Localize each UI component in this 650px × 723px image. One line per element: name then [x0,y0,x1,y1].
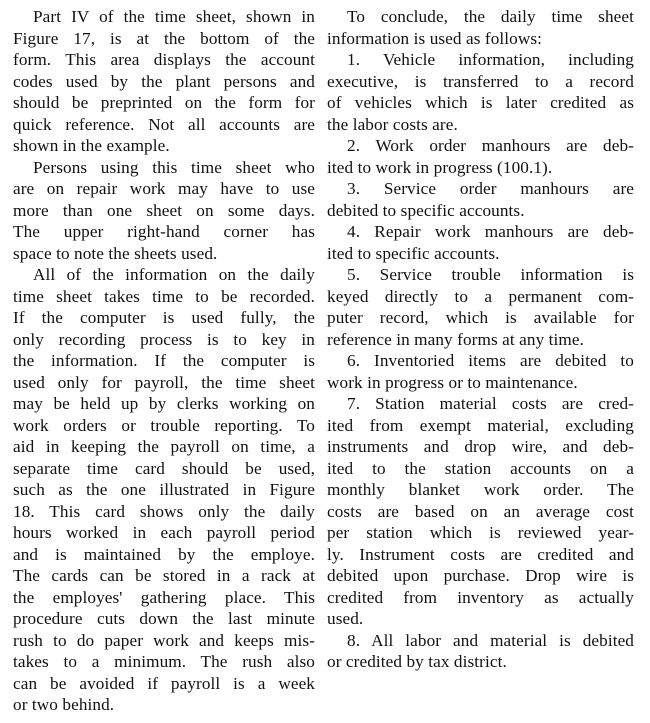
text-line: more than one sheet on some days. [13,200,315,220]
text-line: Persons using this time sheet who [33,157,315,177]
text-line: and is maintained by the employe. [13,544,315,564]
text-line: 3. Service order manhours are [347,179,634,198]
text-line: the employes' gathering place. This [13,587,315,607]
text-line: used. [327,609,364,628]
text-line: rush to do paper work and keeps mis- [13,630,315,650]
text-line: Part IV of the time sheet, shown in [33,7,315,26]
text-line: procedure cuts down the last minute [13,609,315,628]
text-line: costs are based on an average cost [327,501,634,521]
text-line: shown in the example. [13,136,170,155]
text-line: time sheet takes time to be recorded. [13,286,315,306]
text-line: separate time card should be used, [13,458,315,478]
text-line: debited to specific accounts. [327,200,525,220]
text-line: ly. Instrument costs are credited and [327,544,634,564]
text-line: 1. Vehicle information, including [347,50,634,69]
text-line: monthly blanket work order. The [327,480,634,499]
text-line: should be preprinted on the form for [13,93,315,112]
text-line: If the computer is used fully, the [13,308,315,327]
text-line: The cards can be stored in a rack at [13,566,315,585]
text-line: work orders or trouble reporting. To [13,415,315,435]
text-line: takes to a minimum. The rush also [13,652,315,671]
text-line: ited to the station accounts on a [327,458,634,478]
text-line: 2. Work order manhours are deb- [347,136,634,155]
right-column [327,6,634,673]
text-line: ited to work in progress (100.1). [327,157,553,177]
text-line: such as the one illustrated in Figure [13,480,315,499]
text-line: The upper right-hand corner has [13,222,315,241]
text-line: 6. Inventoried items are debited to [347,351,634,370]
text-line: 4. Repair work manhours are deb- [347,222,634,241]
text-line: form. This area displays the account [13,50,315,69]
text-line: keyed directly to a permanent com- [327,286,634,306]
text-line: To conclude, the daily time sheet [347,7,634,26]
text-line: aid in keeping the payroll on time, a [13,437,315,456]
text-line: codes used by the plant persons and [13,71,315,91]
text-line: ited to specific accounts. [327,243,500,263]
text-line: may be held up by clerks working on [13,394,315,413]
text-line: 8. All labor and material is debited [347,630,634,650]
text-line: 7. Station material costs are cred- [347,394,634,413]
text-line: per station which is reviewed year- [327,523,634,542]
text-line: can be avoided if payroll is a week [13,673,315,693]
left-column [13,6,315,716]
text-line: 5. Service trouble information is [347,265,634,284]
text-line: work in progress or to maintenance. [327,372,578,392]
text-line: information is used as follows: [327,28,543,48]
text-line: of vehicles which is later credited as [327,93,634,112]
text-line: the labor costs are. [327,114,458,134]
text-line: or two behind. [13,695,115,714]
text-line: All of the information on the daily [33,265,315,284]
text-line: quick reference. Not all accounts are [13,114,315,134]
text-line: reference in many forms at any time. [327,329,585,349]
text-line: space to note the sheets used. [13,243,218,263]
text-line: the information. If the computer is [13,351,315,370]
text-line: debited upon purchase. Drop wire is [327,566,634,585]
text-line: executive, is transferred to a record [327,71,634,91]
text-line: credited from inventory as actually [327,587,634,607]
text-line: are on repair work may have to use [13,179,315,198]
text-line: puter record, which is available for [327,308,634,327]
text-line: Figure 17, is at the bottom of the [13,28,315,48]
text-line: or credited by tax district. [327,652,507,671]
text-line: only recording process is to key in [13,329,315,349]
text-line: hours worked in each payroll period [13,523,315,542]
text-line: used only for payroll, the time sheet [13,372,315,392]
text-line: 18. This card shows only the daily [13,501,315,521]
text-line: instruments and drop wire, and deb- [327,437,634,456]
text-line: ited from exempt material, excluding [327,415,634,435]
